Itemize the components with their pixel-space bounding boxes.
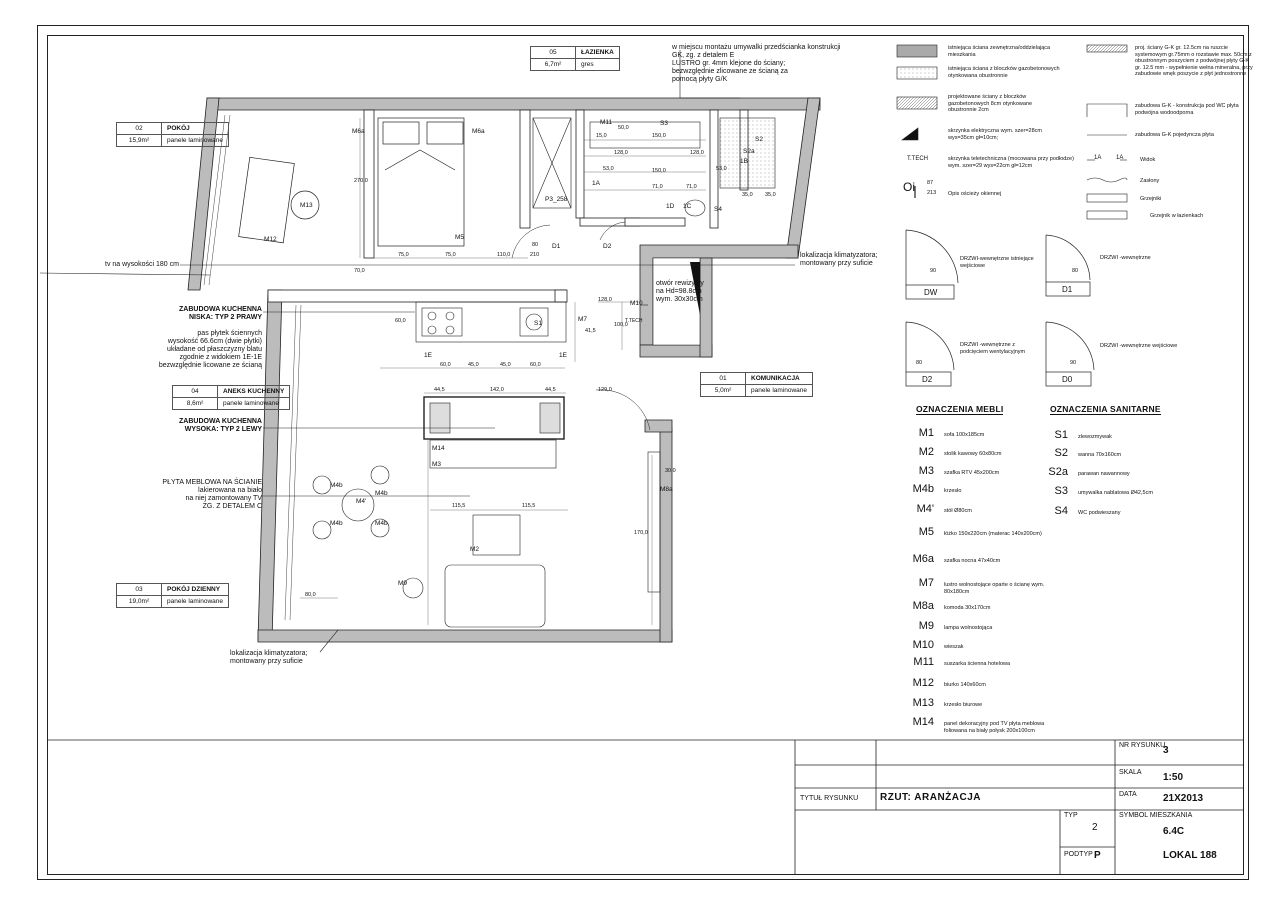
room-label-bathroom: 05 ŁAZIENKA 6,7m² gres (530, 46, 620, 71)
dim: 53,0 (603, 166, 614, 172)
tb-podtyp-label: PODTYP (1064, 851, 1093, 858)
sanitary-item (1024, 429, 1112, 441)
legend-item: Grzejnik w łazienkach (1150, 213, 1204, 219)
door-code: D1 (1062, 285, 1073, 294)
furniture-item (890, 553, 1000, 565)
dim: 44,5 (545, 387, 556, 393)
kitchen-high-note: ZABUDOWA KUCHENNA WYSOKA: TYP 2 LEWY (179, 418, 262, 433)
sanitary-code: S4 (1054, 505, 1068, 517)
ac-note-top: lokalizacja klimatyzatora; montowany przy suficie (800, 252, 878, 267)
dim: 44,5 (434, 387, 445, 393)
furniture-desc: lampa wolnostojąca (944, 625, 993, 631)
dresser (648, 452, 660, 592)
dim: 100,0 (614, 322, 628, 328)
sanitary-item (1024, 505, 1121, 517)
dim: 60,0 (440, 362, 451, 368)
door-code: D0 (1062, 375, 1073, 384)
tb-symbol: 6.4C (1163, 826, 1185, 837)
room-label-kitchen: 04 ANEKS KUCHENNY 8,6m² panele laminowane (172, 385, 290, 410)
furniture-code: M1 (918, 427, 934, 439)
furniture-desc: stół Ø80cm (944, 508, 972, 514)
legend-tech: T.TECH (907, 156, 928, 162)
section-mark: 1E (424, 352, 432, 359)
label-m10: M10 (630, 300, 643, 307)
view-mark: 1D (666, 203, 675, 210)
door-width: 80 (1072, 268, 1079, 274)
view-mark: 1A (592, 180, 600, 187)
door-desc: DRZWI -wewnętrzne (1100, 255, 1151, 261)
wall-bottom (258, 630, 672, 642)
sanitary-item (1024, 466, 1130, 478)
legend-oi-bottom: 213 (927, 190, 937, 196)
label-m8a: M8a (660, 486, 673, 493)
sanitary-desc: zlewozmywak (1078, 434, 1112, 440)
furniture-desc: wieszak (944, 644, 964, 650)
sanitary-item (1024, 447, 1121, 459)
view-mark: 1B (740, 158, 748, 165)
label-s2: S2 (755, 136, 763, 143)
dim: 150,0 (652, 168, 666, 174)
panel-note: PŁYTA MEBLOWA NA ŚCIANIE lakierowana na biało na niej zamontowany TV ZG. Z DETALEM C (162, 479, 262, 510)
label-m6a: M6a (472, 128, 485, 135)
label-s4: S4 (714, 206, 722, 213)
dim: 35,0 (742, 192, 753, 198)
furniture-desc: krzesło biurowe (944, 702, 983, 708)
tv-cabinet (430, 440, 556, 468)
dim: 41,5 (585, 328, 596, 334)
dim: 60,0 (530, 362, 541, 368)
furniture-desc: szafka RTV 45x200cm (944, 470, 1000, 476)
dim: 71,0 (652, 184, 663, 190)
furniture-item (890, 620, 992, 632)
legend-item: Widok (1140, 157, 1156, 163)
furniture-item (890, 677, 986, 689)
furniture-item (890, 716, 1054, 734)
dim: 115,5 (452, 503, 466, 509)
label-d1: D1 (552, 243, 561, 250)
room-label-living: 03 POKÓJ DZIENNY 19,0m² panele laminowane (116, 583, 229, 608)
furniture-code: M12 (912, 677, 934, 689)
room-label-hall: 01 KOMUNIKACJA 5,0m² panele laminowane (700, 372, 813, 397)
tb-scale: 1:50 (1163, 772, 1184, 783)
sanitary-title: OZNACZENIA SANITARNE (1050, 404, 1161, 414)
furniture-item (890, 427, 984, 439)
tb-nr-label: NR RYSUNKU (1119, 742, 1166, 749)
ac-note-bottom: lokalizacja klimatyzatora; montowany przy suficie (230, 650, 308, 665)
sanitary-code: S3 (1054, 485, 1068, 497)
furniture-code: M3 (918, 465, 934, 477)
label-m4b: M4b (330, 482, 343, 489)
furniture-code: M13 (912, 697, 934, 709)
label-m4b: M4b (375, 520, 388, 527)
kitchen (416, 302, 566, 468)
label-m4p: M4' (356, 498, 367, 505)
furniture-code: M5 (918, 526, 934, 538)
wall-top (207, 98, 820, 110)
furniture-item (890, 697, 982, 709)
furniture-title: OZNACZENIA MEBLI (916, 404, 1004, 414)
wall-shaft-right (700, 258, 712, 357)
door-desc: DRZWI-wewnętrzne istniejące wejściowe (960, 256, 1034, 269)
label-m9: M9 (398, 580, 408, 587)
label-s3: S3 (660, 120, 668, 127)
label-m3: M3 (432, 461, 442, 468)
dim: 53,0 (716, 166, 727, 172)
furniture-item (890, 600, 990, 612)
wall-right-bottom (660, 428, 672, 642)
dimension-lines (300, 118, 706, 625)
mirror-note: w miejscu montażu umywalki przedścianka konstrukcji GK, zg. z detalem E LUSTRO gr. 4mm klejone do ściany; bezwzględnie zlicowane ze ścianą za pomocą płyty G/K (672, 44, 841, 83)
furniture-code: M4b (912, 483, 934, 495)
bedroom-furniture (239, 118, 464, 246)
furniture-code: M9 (918, 620, 934, 632)
section-mark: 1E (559, 352, 567, 359)
furniture-code: M8a (912, 600, 934, 612)
furniture-code: M4' (916, 503, 934, 515)
dim: 115,5 (522, 503, 536, 509)
label-p3: P3_258 (545, 196, 568, 203)
furniture-item (890, 465, 999, 477)
sanitary-item (1024, 485, 1153, 497)
sanitary-code: S1 (1054, 429, 1068, 441)
furniture-item (890, 639, 964, 651)
door-width: 90 (930, 268, 937, 274)
door-code: DW (924, 288, 938, 297)
dim: 30,0 (665, 468, 676, 474)
kitchen-low-note: ZABUDOWA KUCHENNA NISKA: TYP 2 PRAWY (179, 306, 262, 321)
wall-kitchen-top (268, 290, 566, 302)
furniture-code: M6a (912, 553, 934, 565)
label-m7: M7 (578, 316, 588, 323)
tb-scale-label: SKALA (1119, 769, 1142, 776)
dim: 150,0 (652, 133, 666, 139)
dim: 60,0 (395, 318, 406, 324)
furniture-code: M14 (912, 716, 934, 728)
sanitary-code: S2 (1054, 447, 1068, 459)
furniture-item (890, 526, 1042, 538)
legend-item: Opis ościeży okiennej (948, 191, 1002, 197)
label-m4b: M4b (330, 520, 343, 527)
tb-title-label: TYTUŁ RYSUNKU (800, 795, 859, 802)
furniture-desc: panel dekoracyjny pod TV płyta meblowa foliowana na biały połysk 200x100cm (944, 721, 1045, 734)
label-s1: S1 (534, 320, 542, 327)
sanitary-desc: parawan nawannowy (1078, 471, 1130, 477)
legend-item: istniejąca ściana z bloczków gazobetonowych otynkowana obustronnie (948, 66, 1060, 79)
dim: 70,0 (354, 268, 365, 274)
dim: 142,0 (490, 387, 504, 393)
legend-item: skrzynka teletechniczna (mocowana przy podłodze) wym. szer=29 wys=22cm gł=12cm (948, 156, 1074, 169)
furniture-desc: łóżko 150x220cm (materac 140x200cm) (944, 531, 1042, 537)
door-desc: DRZWI -wewnętrzne z podcięciem wentylacyjnym (960, 342, 1026, 355)
furniture-desc: komoda 30x170cm (944, 605, 991, 611)
tb-symbol-label: SYMBOL MIESZKANIA (1119, 812, 1193, 819)
furniture-item (890, 503, 972, 515)
legend-view-a: 1A (1094, 155, 1102, 161)
dim: 45,0 (468, 362, 479, 368)
dim: 129,0 (598, 387, 612, 393)
label-m2: M2 (470, 546, 480, 553)
dim: 128,0 (614, 150, 628, 156)
tiles-note: pas płytek ściennych wysokość 66.6cm (dwie płytki) układane od płaszczyzny blatu zgodnie z widokiem 1E-1E bezwzględnie licowane ze ścianą (158, 330, 262, 369)
tb-podtyp: P (1094, 850, 1101, 861)
furniture-code: M11 (913, 656, 934, 668)
legend-item: skrzynka elektryczna wym. szer=28cm wys=35cm gł=10cm; (948, 128, 1042, 141)
furniture-desc: krzesło (944, 488, 962, 494)
tb-title: RZUT: ARANŻACJA (880, 792, 982, 803)
dim: 128,0 (690, 150, 704, 156)
dim: 45,0 (500, 362, 511, 368)
label-m12: M12 (264, 236, 277, 243)
sanitary-desc: WC podwieszany (1078, 510, 1121, 516)
door-code: D2 (922, 375, 933, 384)
label-m13: M13 (300, 202, 313, 209)
label-tech: T.TECH (625, 318, 643, 324)
room-label-bedroom: 02 POKÓJ 15,9m² panele laminowane (116, 122, 229, 147)
furniture-item (890, 483, 961, 495)
tb-date: 21X2013 (1163, 793, 1204, 804)
tb-date-label: DATA (1119, 791, 1137, 798)
furniture-desc: lustro wolnostojące oparte o ścianę wym. 80x180cm (944, 582, 1045, 595)
legend-view-b: 1A (1116, 155, 1124, 161)
tb-nr: 3 (1163, 745, 1169, 756)
sanitary-desc: wanna 70x160cm (1078, 452, 1122, 458)
label-m14: M14 (432, 445, 445, 452)
door-symbols (906, 230, 1094, 386)
tb-lokal: LOKAL 188 (1163, 850, 1217, 861)
tb-typ-label: TYP (1064, 812, 1078, 819)
legend-item: proj. ściany G-K gr. 12.5cm na ruszcie systemowym gr.75mm o rozstawie max. 50cm z obustronnym poszyciem z podwójnej płyty G-K gr. 12.5 mm - wypełnienie wełna mineralna, przy zabudowie wnęk poszycie z płyt jednostronne (1135, 45, 1253, 77)
label-m5: M5 (455, 234, 465, 241)
wall-right-top (786, 98, 820, 258)
furniture-desc: stolik kawowy 60x80cm (944, 451, 1002, 457)
label-d2: D2 (603, 243, 612, 250)
dim: 128,0 (598, 297, 612, 303)
tb-typ: 2 (1092, 822, 1098, 833)
dim: 15,0 (596, 133, 607, 139)
furniture-desc: sofa 100x185cm (944, 432, 985, 438)
dim: 110,0 (497, 252, 511, 258)
dim: 270,0 (354, 178, 368, 184)
legend-item: projektowane ściany z bloczków gazobetonowych 8cm otynkowane obustronnie 2cm (948, 94, 1033, 113)
furniture-item (890, 656, 1010, 668)
dim: 75,0 (445, 252, 456, 258)
dim: 50,0 (618, 125, 629, 131)
sanitary-code: S2a (1048, 466, 1068, 478)
label-s2a: S2a (743, 148, 755, 155)
legend-oi: Oi (903, 180, 915, 194)
legend-item: istniejąca ściana zewnętrzna/oddzielająca mieszkania (948, 45, 1051, 58)
legend-item: zabudowa G-K - konstrukcja pod WC płyta podwójna wodoodporna (1135, 103, 1239, 116)
furniture-code: M10 (912, 639, 934, 651)
sanitary-desc: umywalka nablatowa Ø42,5cm (1078, 490, 1153, 496)
view-mark: 1C (683, 203, 692, 210)
living-furniture (313, 452, 660, 627)
dim: 75,0 (398, 252, 409, 258)
label-m6a: M6a (352, 128, 365, 135)
dim: 210 (530, 252, 540, 258)
furniture-desc: suszarka ścienna hotelowa (944, 661, 1011, 667)
legend-item: Zasłony (1140, 178, 1160, 184)
desk (239, 157, 295, 242)
furniture-item (890, 577, 1054, 595)
door-desc: DRZWI -wewnętrzne wejściowe (1100, 343, 1178, 349)
sofa (445, 565, 545, 627)
furniture-item (890, 446, 1001, 458)
dim: 80 (532, 242, 539, 248)
furniture-code: M7 (918, 577, 934, 589)
legend-item: Grzejniki (1140, 196, 1162, 202)
furniture-desc: szafka nocna 47x40cm (944, 558, 1001, 564)
label-m11: M11 (600, 119, 613, 126)
legend-oi-top: 87 (927, 180, 934, 186)
dim: 35,0 (765, 192, 776, 198)
door-width: 90 (1070, 360, 1077, 366)
label-m4b: M4b (375, 490, 388, 497)
coffee-table (473, 515, 520, 555)
furniture-code: M2 (918, 446, 934, 458)
dim: 71,0 (686, 184, 697, 190)
door-width: 80 (916, 360, 923, 366)
tv-note: tv na wysokości 180 cm (105, 261, 179, 268)
dim: 80,0 (305, 592, 316, 598)
revision-note: otwór rewizyjny na Hd=98.8cm wym. 30x30cm (656, 280, 704, 303)
wall-room-bath (364, 110, 374, 258)
dim: 170,0 (634, 530, 648, 536)
furniture-desc: biurko 140x60cm (944, 682, 986, 688)
legend-item: zabudowa G-K pojedyncza płyta (1135, 132, 1214, 138)
dining-table (342, 489, 374, 521)
